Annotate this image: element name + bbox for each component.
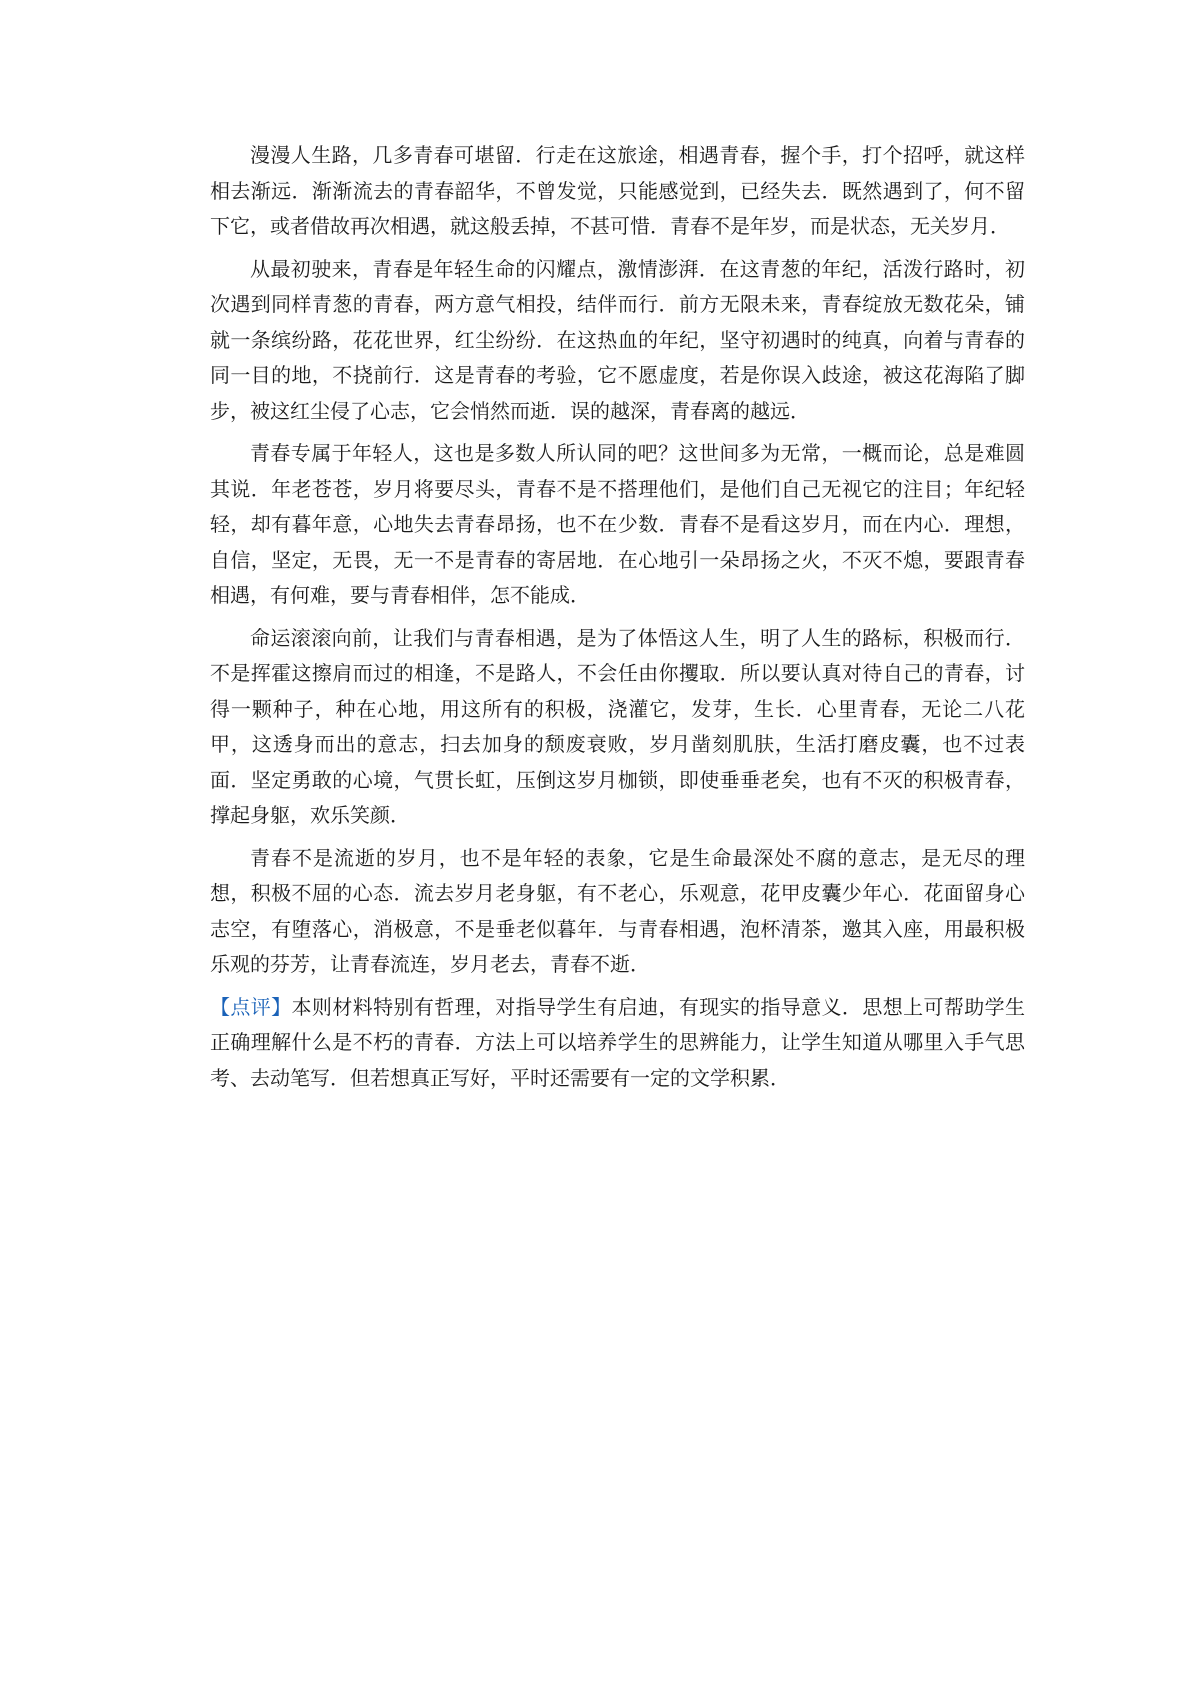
essay-paragraph-5: 青春不是流逝的岁月，也不是年轻的表象，它是生命最深处不腐的意志，是无尽的理想，积极不屈的心态．流去岁月老身躯，有不老心，乐观意，花甲皮囊少年心．花面留身心志空，有堕落心，消极意，不是垂老似暮年．与青春相遇，泡杯清茶，邀其入座，用最积极乐观的芬芳，让青春流连，岁月老去，青春不逝． — [210, 845, 1025, 976]
essay-paragraph-1: 漫漫人生路，几多青春可堪留．行走在这旅途，相遇青春，握个手，打个招呼，就这样相去渐远．渐渐流去的青春韶华，不曾发觉，只能感觉到，已经失去．既然遇到了，何不留下它，或者借故再次相遇，就这般丢掉，不甚可惜．青春不是年岁，而是状态，无关岁月． — [210, 143, 1025, 238]
review-text: 本则材料特别有哲理，对指导学生有启迪，有现实的指导意义．思想上可帮助学生正确理解什么是不朽的青春．方法上可以培养学生的思辨能力，让学生知道从哪里入手气思考、去动笔写．但若想真正写好，平时还需要有一定的文学积累． — [210, 994, 1026, 1090]
essay-paragraph-2: 从最初驶来，青春是年轻生命的闪耀点，激情澎湃．在这青葱的年纪，活泼行路时，初次遇到同样青葱的青春，两方意气相投，结伴而行．前方无限未来，青春绽放无数花朵，铺就一条缤纷路，花花世界，红尘纷纷．在这热血的年纪，坚守初遇时的纯真，向着与青春的同一目的地，不挠前行．这是青春的考验，它不愿虚度，若是你误入歧途，被这花海陷了脚步，被这红尘侵了心志，它会悄然而逝．误的越深，青春离的越远． — [210, 256, 1025, 423]
review-tag: 【点评】 — [210, 994, 292, 1019]
review-paragraph — [210, 990, 1025, 1097]
essay-paragraph-4: 命运滚滚向前，让我们与青春相遇，是为了体悟这人生，明了人生的路标，积极而行．不是挥霍这擦肩而过的相逢，不是路人，不会任由你攫取．所以要认真对待自己的青春，讨得一颗种子，种在心地，用这所有的积极，浇灌它，发芽，生长．心里青春，无论二八花甲，这透身而出的意志，扫去加身的颓废衰败，岁月凿刻肌肤，生活打磨皮囊，也不过表面．坚定勇敢的心境，气贯长虹，压倒这岁月枷锁，即使垂垂老矣，也有不灭的积极青春，撑起身躯，欢乐笑颜． — [210, 625, 1025, 827]
document-page — [210, 138, 1025, 1096]
essay-paragraph-3: 青春专属于年轻人，这也是多数人所认同的吧？这世间多为无常，一概而论，总是难圆其说．年老苍苍，岁月将要尽头，青春不是不搭理他们，是他们自己无视它的注目；年纪轻轻，却有暮年意，心地失去青春昂扬，也不在少数．青春不是看这岁月，而在内心．理想，自信，坚定，无畏，无一不是青春的寄居地．在心地引一朵昂扬之火，不灭不熄，要跟青春相遇，有何难，要与青春相伴，怎不能成． — [210, 441, 1025, 607]
